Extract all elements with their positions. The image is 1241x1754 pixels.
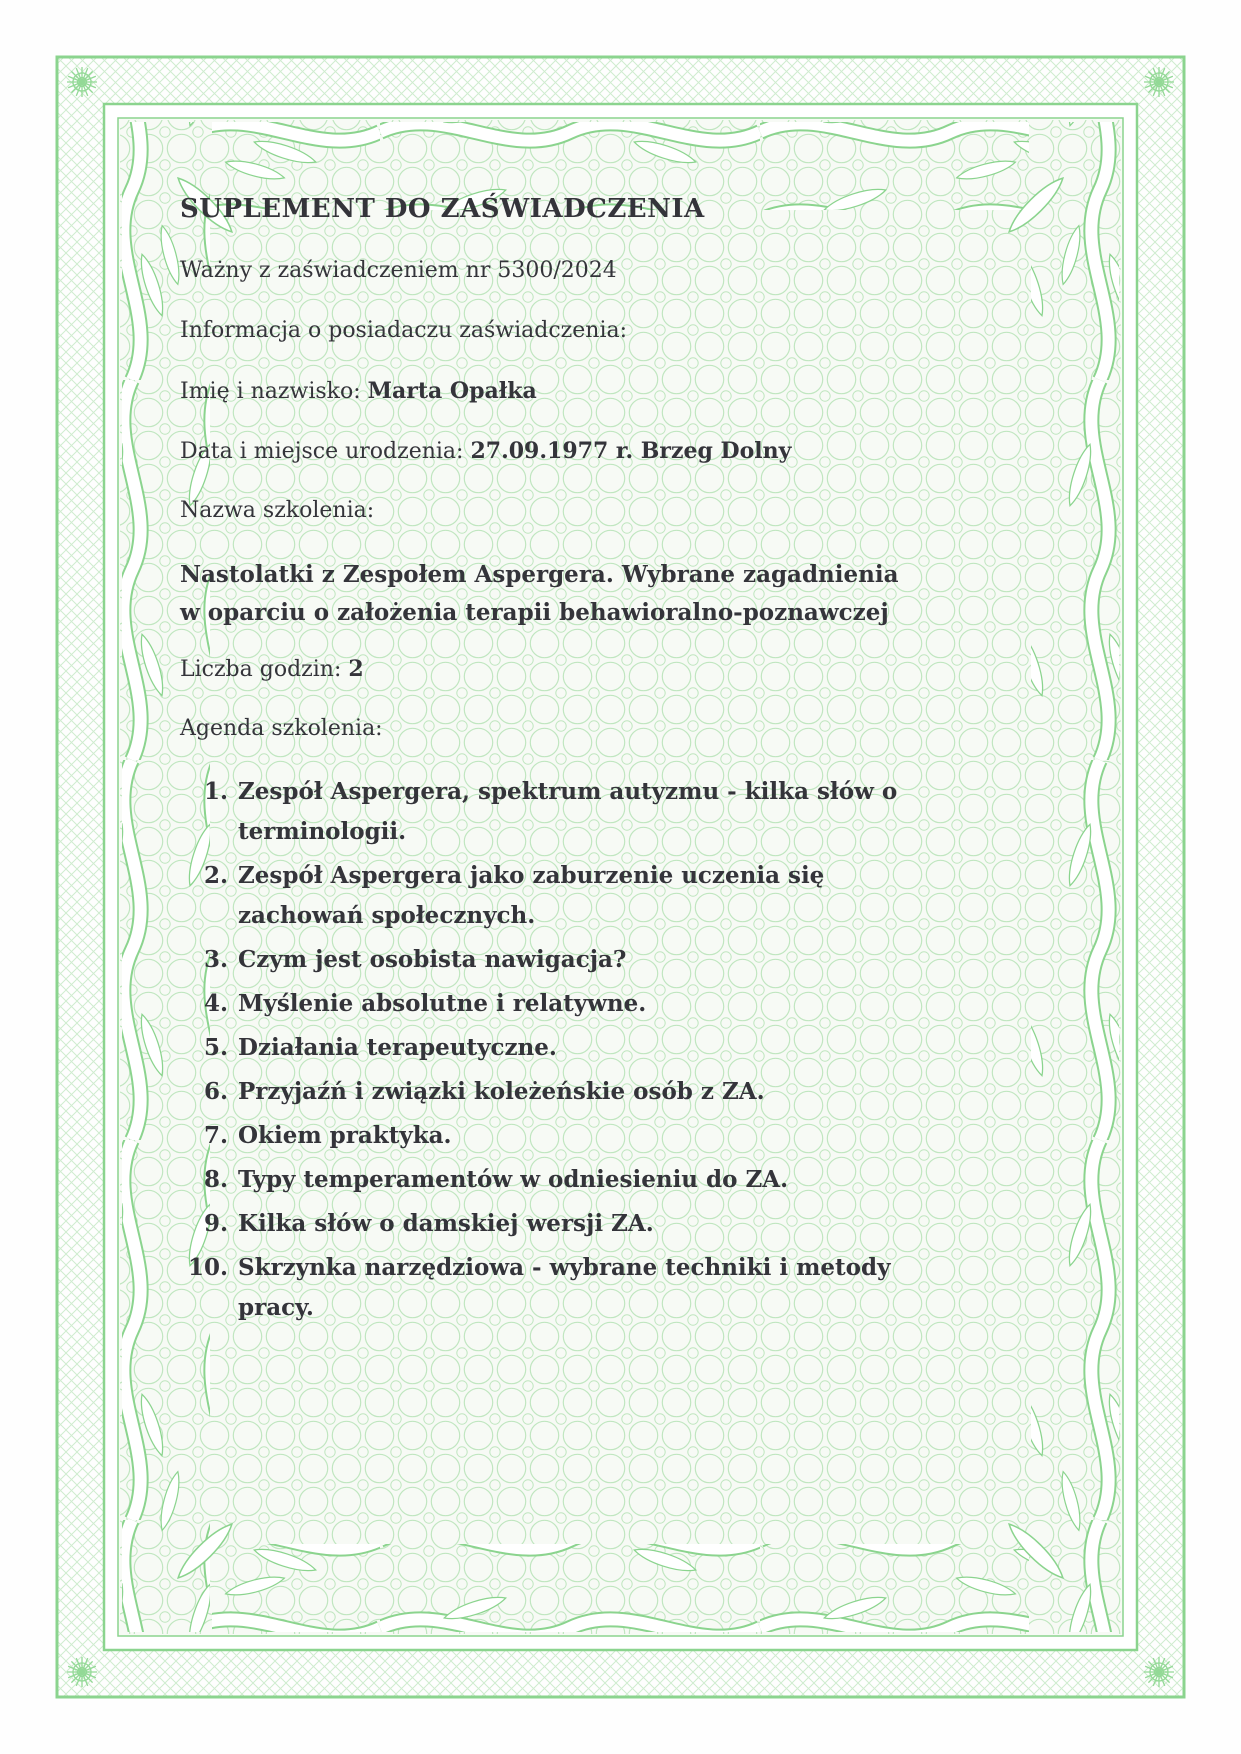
agenda-item: 7. Okiem praktyka.: [203, 1122, 452, 1149]
birth-label: Data i miejsce urodzenia:: [180, 439, 464, 464]
validity-line: Ważny z zaświadczeniem nr 5300/2024: [180, 258, 617, 283]
name-value: Marta Opałka: [367, 378, 537, 404]
name-label: Imię i nazwisko:: [180, 379, 361, 404]
agenda-item: 5. Działania terapeutyczne.: [203, 1034, 557, 1061]
agenda-item: 8. Typy temperamentów w odniesieniu do ZA.: [203, 1166, 789, 1193]
hours-line: [180, 656, 364, 682]
birth-value: 27.09.1977 r. Brzeg Dolny: [470, 438, 792, 464]
agenda-item: 4. Myślenie absolutne i relatywne.: [203, 990, 647, 1017]
birth-line: [180, 438, 791, 464]
agenda-item: 9. Kilka słów o damskiej wersji ZA.: [203, 1210, 654, 1237]
training-label: Nazwa szkolenia:: [180, 498, 375, 523]
agenda-item: 6. Przyjaźń i związki koleżeńskie osób z ZA.: [203, 1078, 765, 1105]
agenda-item: 2. Zespół Aspergera jako zaburzenie uczenia się zachowań społecznych.: [203, 862, 825, 929]
name-line: [180, 378, 537, 404]
agenda-list: [180, 772, 920, 1332]
agenda-item: 3. Czym jest osobista nawigacja?: [203, 946, 627, 973]
holder-info-label: Informacja o posiadaczu zaświadczenia:: [180, 318, 628, 343]
training-name: Nastolatki z Zespołem Aspergera. Wybrane zagadnienia w oparciu o założenia terapii behawioralno-poznawczej: [180, 561, 899, 626]
hours-value: 2: [348, 656, 364, 682]
hours-label: Liczba godzin:: [180, 657, 342, 682]
agenda-item: 10. Skrzynka narzędziowa - wybrane techniki i metody pracy.: [187, 1254, 891, 1321]
agenda-label: Agenda szkolenia:: [180, 716, 383, 741]
agenda-item: 1. Zespół Aspergera, spektrum autyzmu - kilka słów o terminologii.: [203, 778, 898, 845]
certificate-title: SUPLEMENT DO ZAŚWIADCZENIA: [180, 194, 705, 224]
